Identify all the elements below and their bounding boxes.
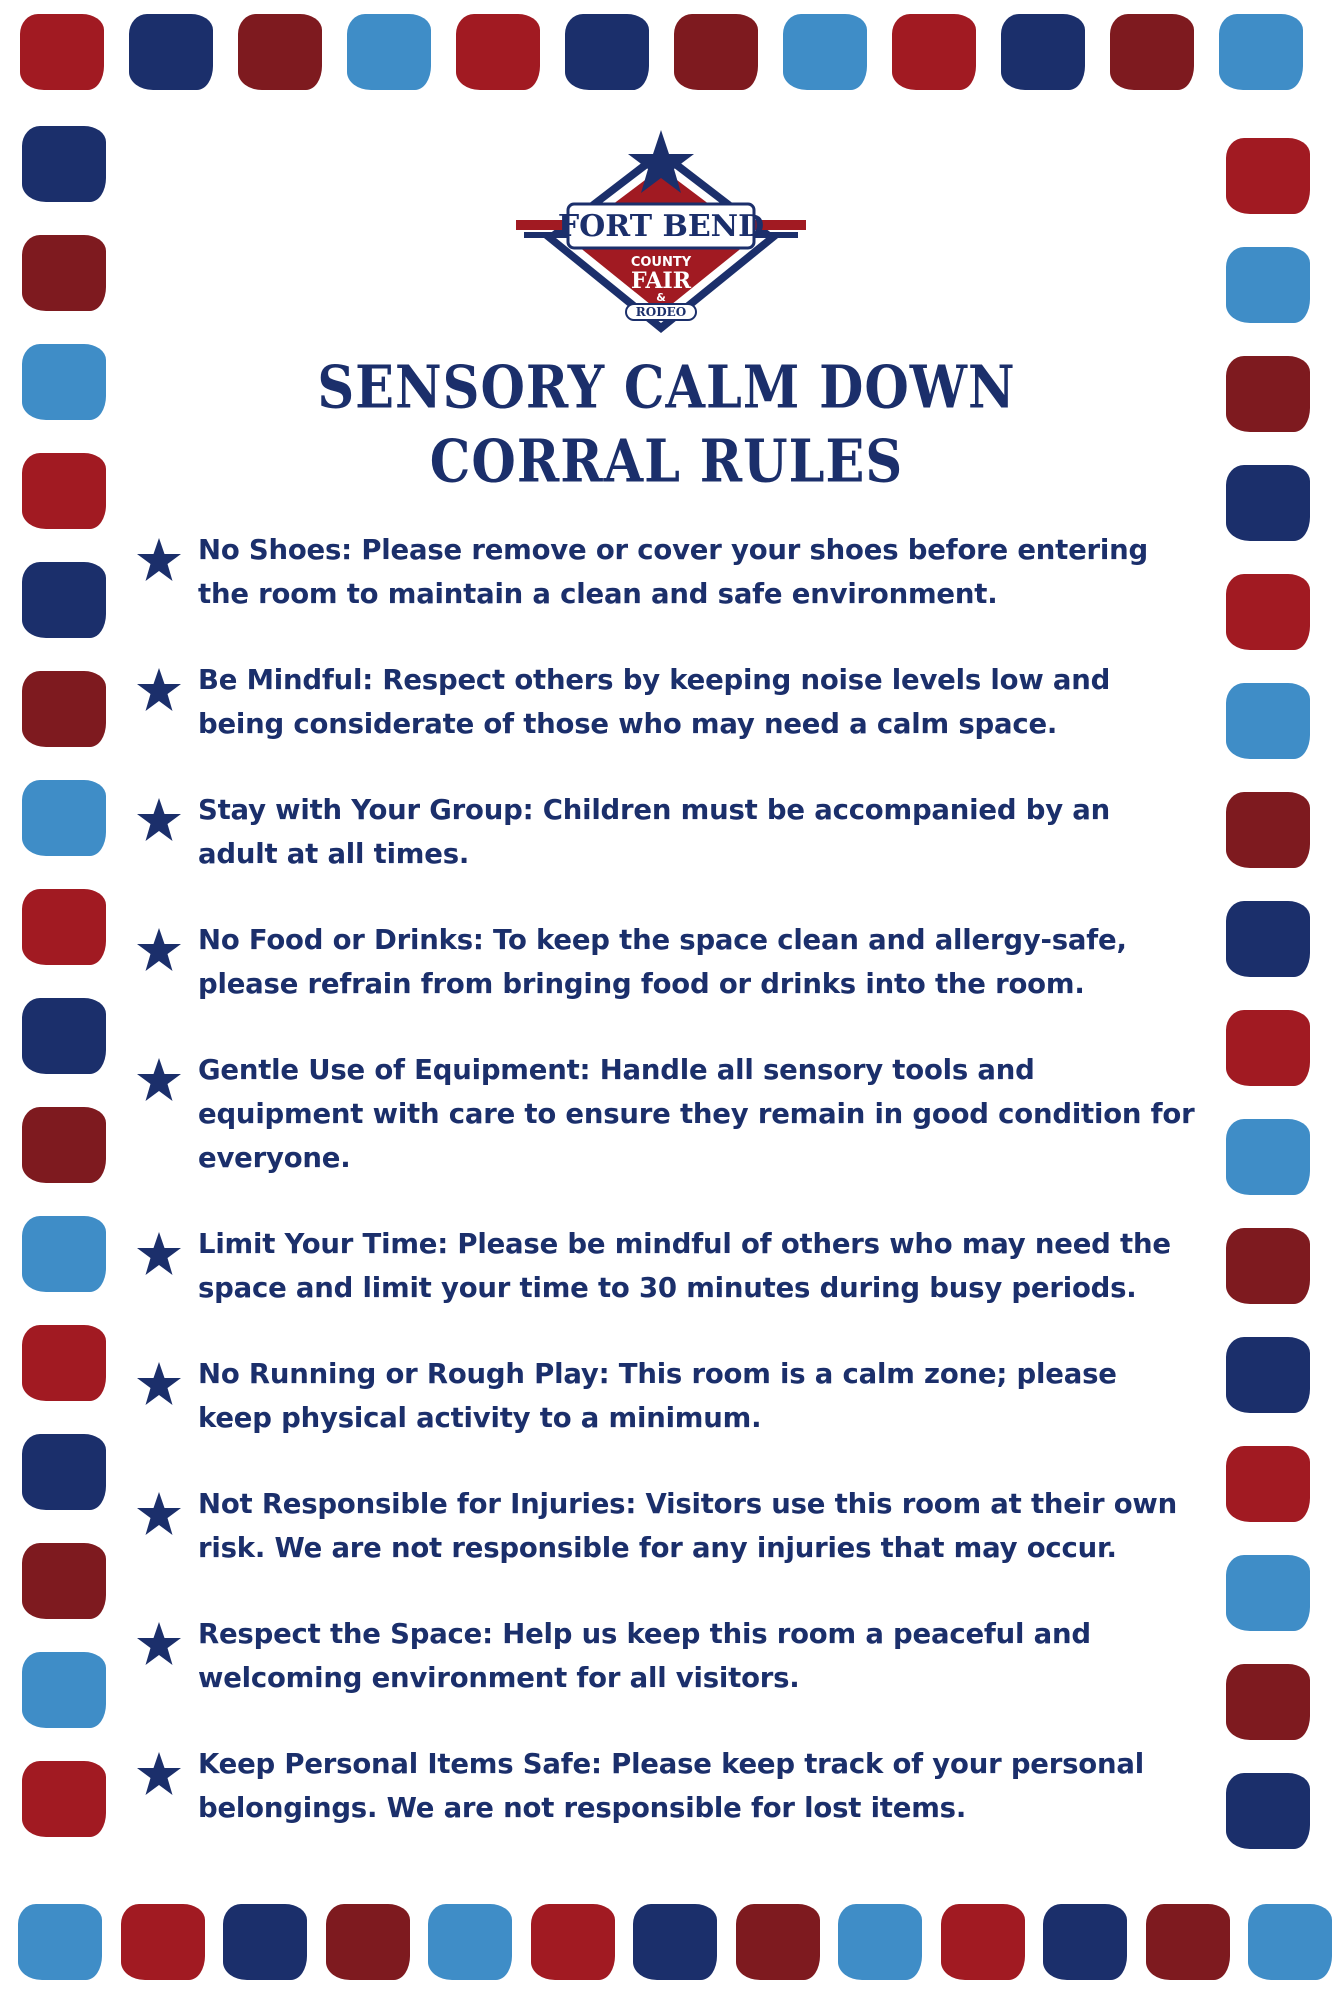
border-square	[1226, 247, 1310, 323]
border-square	[1226, 1664, 1310, 1740]
border-square	[941, 1904, 1025, 1980]
border-square	[22, 126, 106, 202]
border-square	[22, 1543, 106, 1619]
border-square	[1226, 356, 1310, 432]
border-square	[1226, 1228, 1310, 1304]
rule-text: Be Mindful: Respect others by keeping noise levels low and being considerate of those who may need a calm space.	[198, 664, 1111, 740]
rule-text: Limit Your Time: Please be mindful of others who may need the space and limit your time to 30 minutes during busy periods.	[198, 1228, 1171, 1304]
logo-line3: FAIR	[631, 268, 691, 294]
border-square	[22, 1434, 106, 1510]
border-square	[838, 1904, 922, 1980]
page-title-line1: SENSORY CALM DOWN	[317, 353, 1016, 423]
border-square	[1226, 138, 1310, 214]
star-bullet-icon	[135, 536, 183, 584]
border-square	[783, 14, 867, 90]
star-bullet-icon	[135, 666, 183, 714]
rule-text: No Running or Rough Play: This room is a calm zone; please keep physical activity to a minimum.	[198, 1358, 1117, 1434]
border-square	[1146, 1904, 1230, 1980]
rule-text: Gentle Use of Equipment: Handle all sensory tools and equipment with care to ensure they remain in good condition for everyone.	[198, 1054, 1195, 1174]
border-square	[1219, 14, 1303, 90]
border-square	[1226, 683, 1310, 759]
border-square	[22, 671, 106, 747]
border-square	[223, 1904, 307, 1980]
border-square	[22, 889, 106, 965]
star-bullet-icon	[135, 1360, 183, 1408]
rule-text: Respect the Space: Help us keep this room a peaceful and welcoming environment for all visitors.	[198, 1618, 1091, 1694]
border-square	[22, 1107, 106, 1183]
border-square	[22, 1325, 106, 1401]
border-square	[428, 1904, 512, 1980]
border-square	[892, 14, 976, 90]
page-title-line2: CORRAL RULES	[429, 427, 904, 497]
star-bullet-icon	[135, 1230, 183, 1278]
border-square	[1226, 1773, 1310, 1849]
border-square	[633, 1904, 717, 1980]
rule-text: Not Responsible for Injuries: Visitors use this room at their own risk. We are not responsible for any injuries that may occur.	[198, 1488, 1177, 1564]
border-square	[326, 1904, 410, 1980]
border-square	[129, 14, 213, 90]
border-square	[22, 1216, 106, 1292]
rule-text: No Shoes: Please remove or cover your shoes before entering the room to maintain a clean and safe environment.	[198, 534, 1149, 610]
star-bullet-icon	[135, 1056, 183, 1104]
rule-text: Stay with Your Group: Children must be accompanied by an adult at all times.	[198, 794, 1111, 870]
border-square	[1226, 1010, 1310, 1086]
border-square	[1001, 14, 1085, 90]
border-square	[1226, 465, 1310, 541]
border-square	[1226, 901, 1310, 977]
logo-line1: FORT BEND	[557, 209, 765, 244]
border-square	[1226, 1555, 1310, 1631]
border-square	[531, 1904, 615, 1980]
logo-line2: COUNTY	[630, 255, 692, 270]
star-bullet-icon	[135, 1490, 183, 1538]
border-square	[1110, 14, 1194, 90]
border-square	[1248, 1904, 1332, 1980]
border-square	[238, 14, 322, 90]
border-square	[1226, 792, 1310, 868]
border-square	[22, 562, 106, 638]
border-square	[1226, 1446, 1310, 1522]
border-square	[456, 14, 540, 90]
border-square	[347, 14, 431, 90]
border-square	[1226, 574, 1310, 650]
border-square	[22, 344, 106, 420]
border-square	[1226, 1337, 1310, 1413]
border-square	[22, 235, 106, 311]
border-square	[736, 1904, 820, 1980]
rule-text: Keep Personal Items Safe: Please keep track of your personal belongings. We are not responsible for lost items.	[198, 1748, 1144, 1824]
logo-line5: RODEO	[635, 305, 687, 319]
border-square	[18, 1904, 102, 1980]
star-bullet-icon	[135, 1750, 183, 1798]
border-square	[674, 14, 758, 90]
star-bullet-icon	[135, 1620, 183, 1668]
border-square	[1043, 1904, 1127, 1980]
border-square	[1226, 1119, 1310, 1195]
border-square	[22, 1652, 106, 1728]
border-square	[22, 998, 106, 1074]
border-square	[22, 780, 106, 856]
border-square	[121, 1904, 205, 1980]
border-square	[22, 453, 106, 529]
rule-text: No Food or Drinks: To keep the space clean and allergy-safe, please refrain from bringing food or drinks into the room.	[198, 924, 1127, 1000]
border-square	[565, 14, 649, 90]
border-square	[20, 14, 104, 90]
star-bullet-icon	[135, 796, 183, 844]
logo-line4: &	[656, 291, 666, 304]
star-bullet-icon	[135, 926, 183, 974]
border-square	[22, 1761, 106, 1837]
fair-logo	[516, 128, 806, 350]
